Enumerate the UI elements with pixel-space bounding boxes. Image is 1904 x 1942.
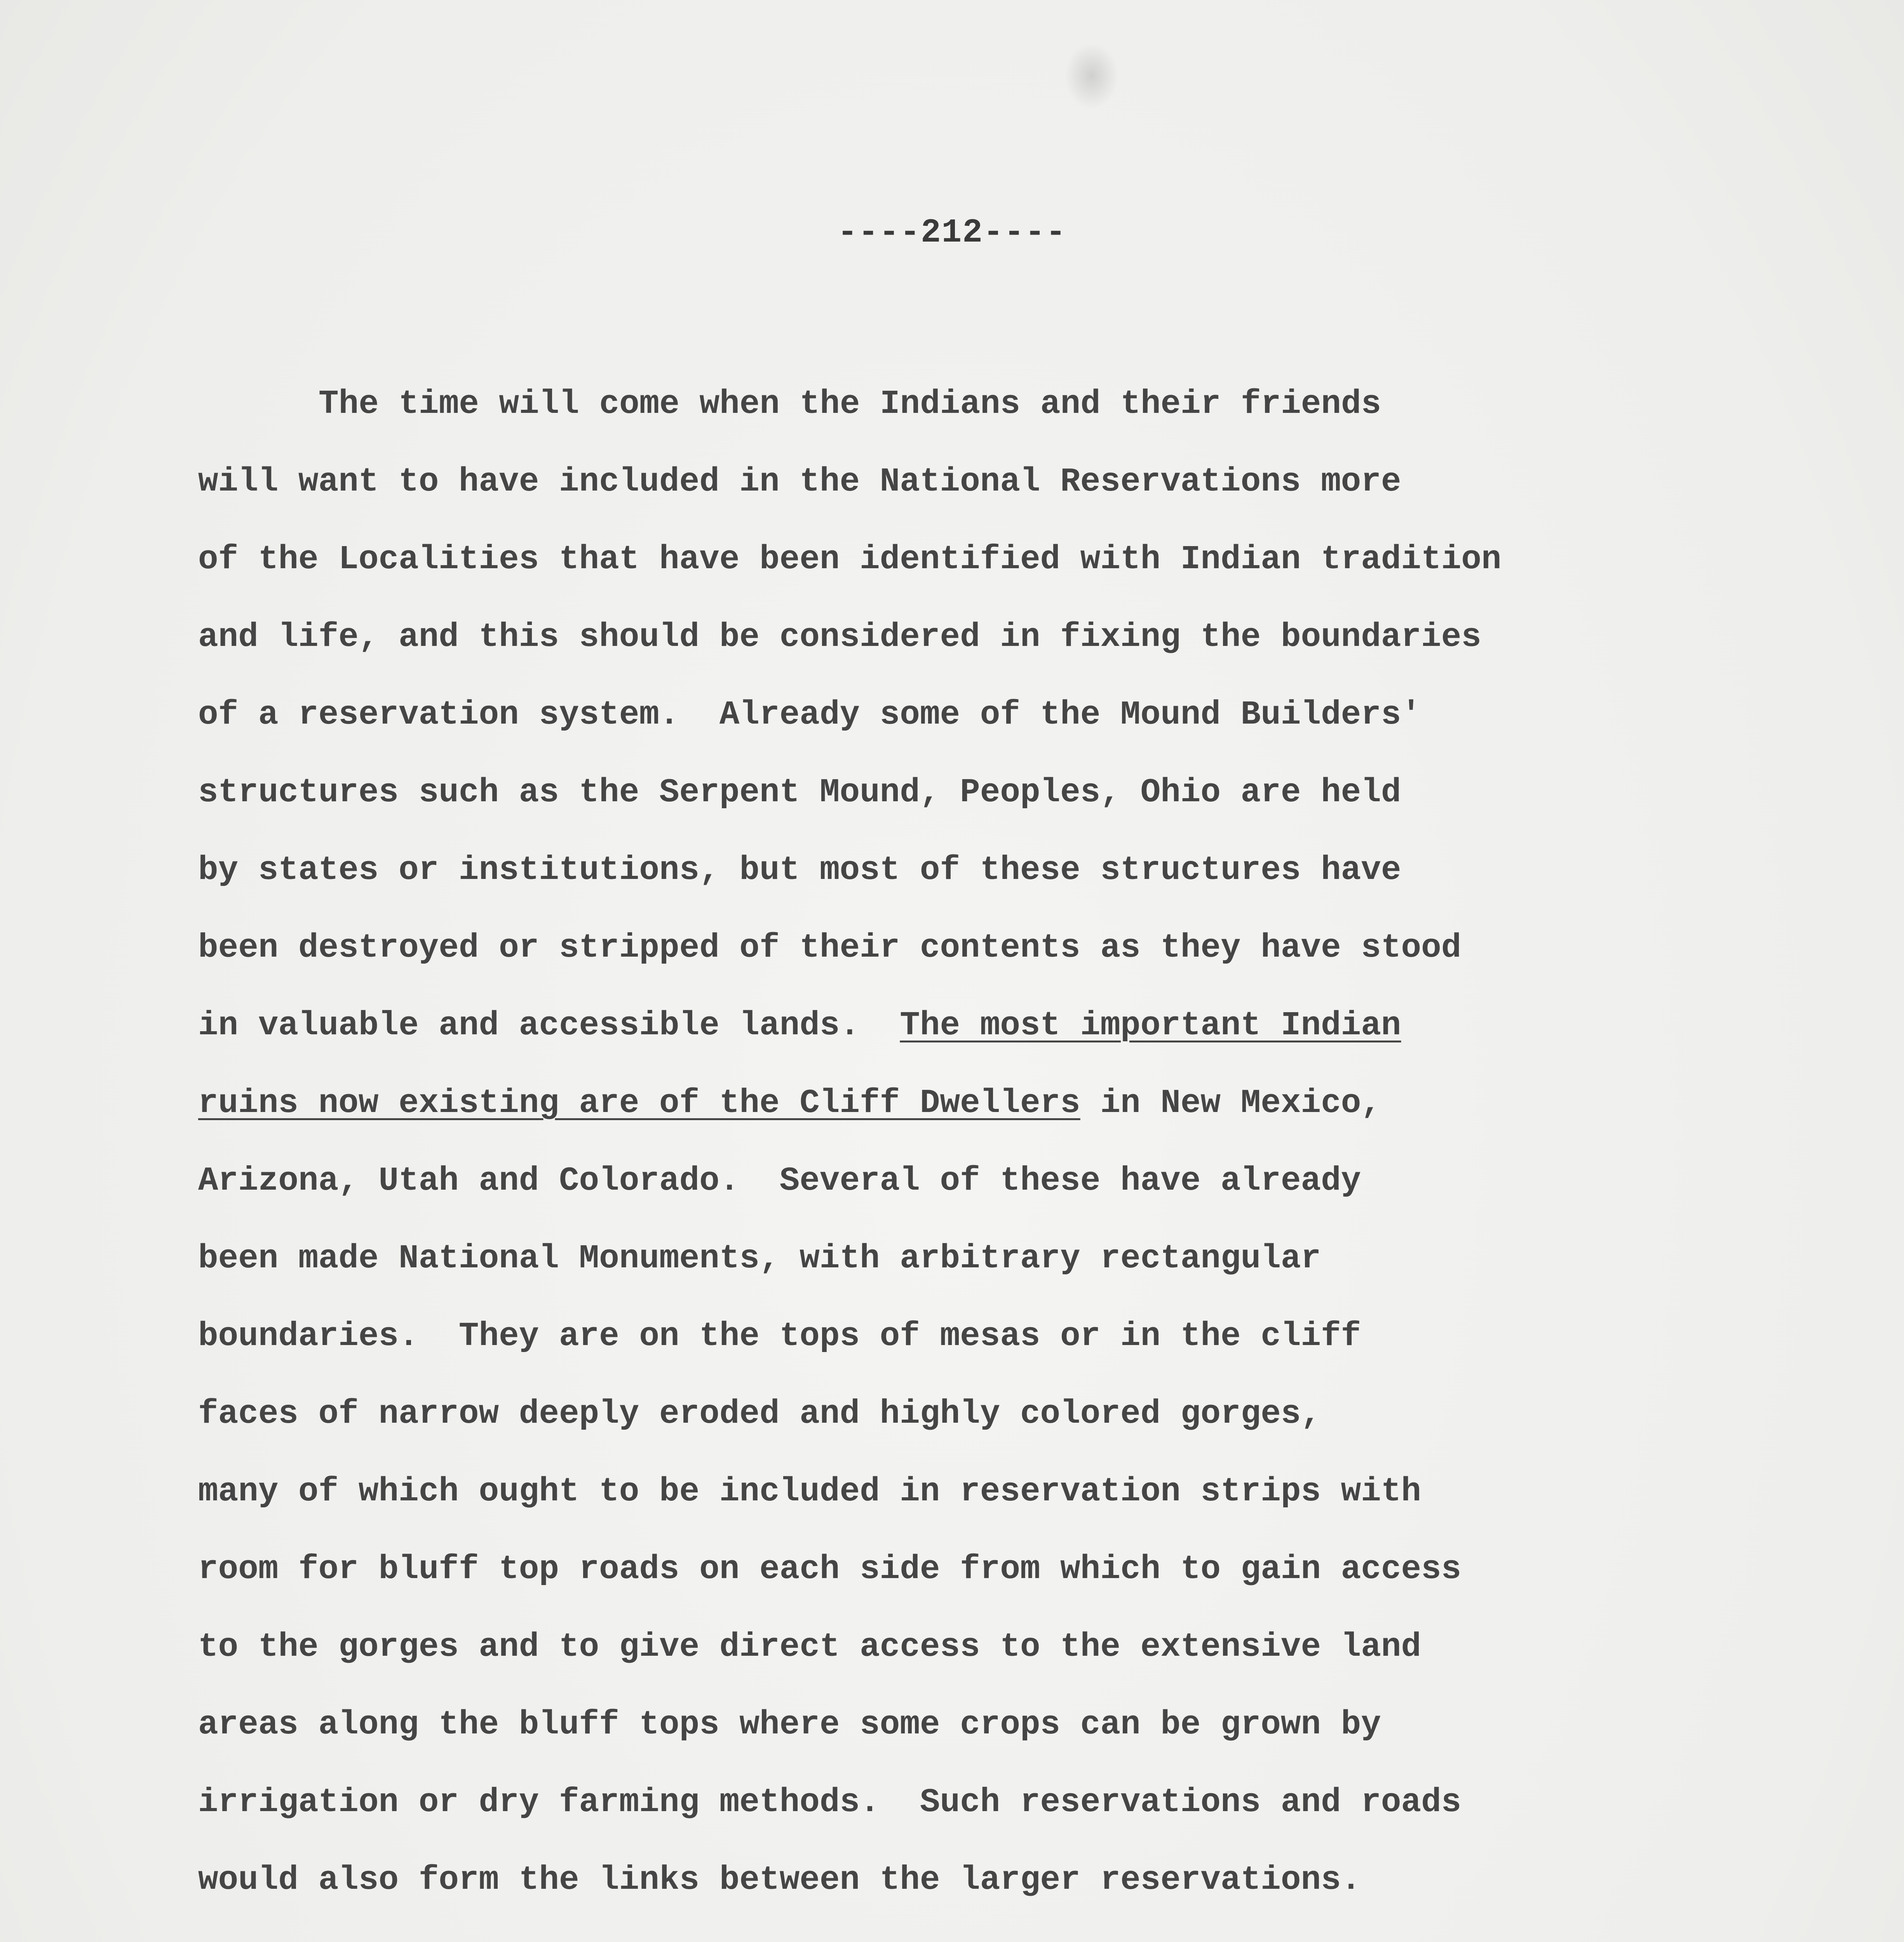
text-line: been made National Monuments, with arbitrary rectangular: [198, 1239, 1321, 1277]
text-line: will want to have included in the National Reservations more: [198, 463, 1401, 501]
text-line: room for bluff top roads on each side from which to gain access: [198, 1550, 1462, 1588]
text-line: structures such as the Serpent Mound, Peoples, Ohio are held: [198, 773, 1401, 811]
underlined-text: The most important Indian: [900, 1006, 1401, 1044]
text-line: Arizona, Utah and Colorado. Several of these have already: [198, 1162, 1361, 1200]
text-line: of the Localities that have been identified with Indian tradition: [198, 540, 1502, 578]
text-line: by states or institutions, but most of these structures have: [198, 851, 1401, 889]
text-segment: in New Mexico,: [1080, 1084, 1381, 1122]
body-paragraph: [198, 365, 1752, 1919]
text-line: of a reservation system. Already some of the Mound Builders': [198, 696, 1421, 734]
text-line: and life, and this should be considered in fixing the boundaries: [198, 618, 1481, 656]
text-line: many of which ought to be included in reservation strips with: [198, 1472, 1421, 1510]
text-line: areas along the bluff tops where some crops can be grown by: [198, 1705, 1381, 1744]
text-line: boundaries. They are on the tops of mesas or in the cliff: [198, 1317, 1361, 1355]
text-line: been destroyed or stripped of their contents as they have stood: [198, 929, 1462, 967]
page-number: ----212----: [837, 214, 1067, 252]
text-line: irrigation or dry farming methods. Such reservations and roads: [198, 1783, 1462, 1821]
text-line: [198, 1064, 1752, 1142]
text-line: to the gorges and to give direct access to the extensive land: [198, 1628, 1421, 1666]
text-line: would also form the links between the larger reservations.: [198, 1861, 1361, 1899]
text-line: faces of narrow deeply eroded and highly colored gorges,: [198, 1395, 1321, 1433]
text-segment: in valuable and accessible lands.: [198, 1006, 900, 1044]
paper-smudge: [1064, 43, 1119, 109]
underlined-text: ruins now existing are of the Cliff Dwellers: [198, 1084, 1080, 1122]
text-line: [198, 987, 1752, 1064]
text-line: The time will come when the Indians and their friends: [319, 385, 1381, 423]
